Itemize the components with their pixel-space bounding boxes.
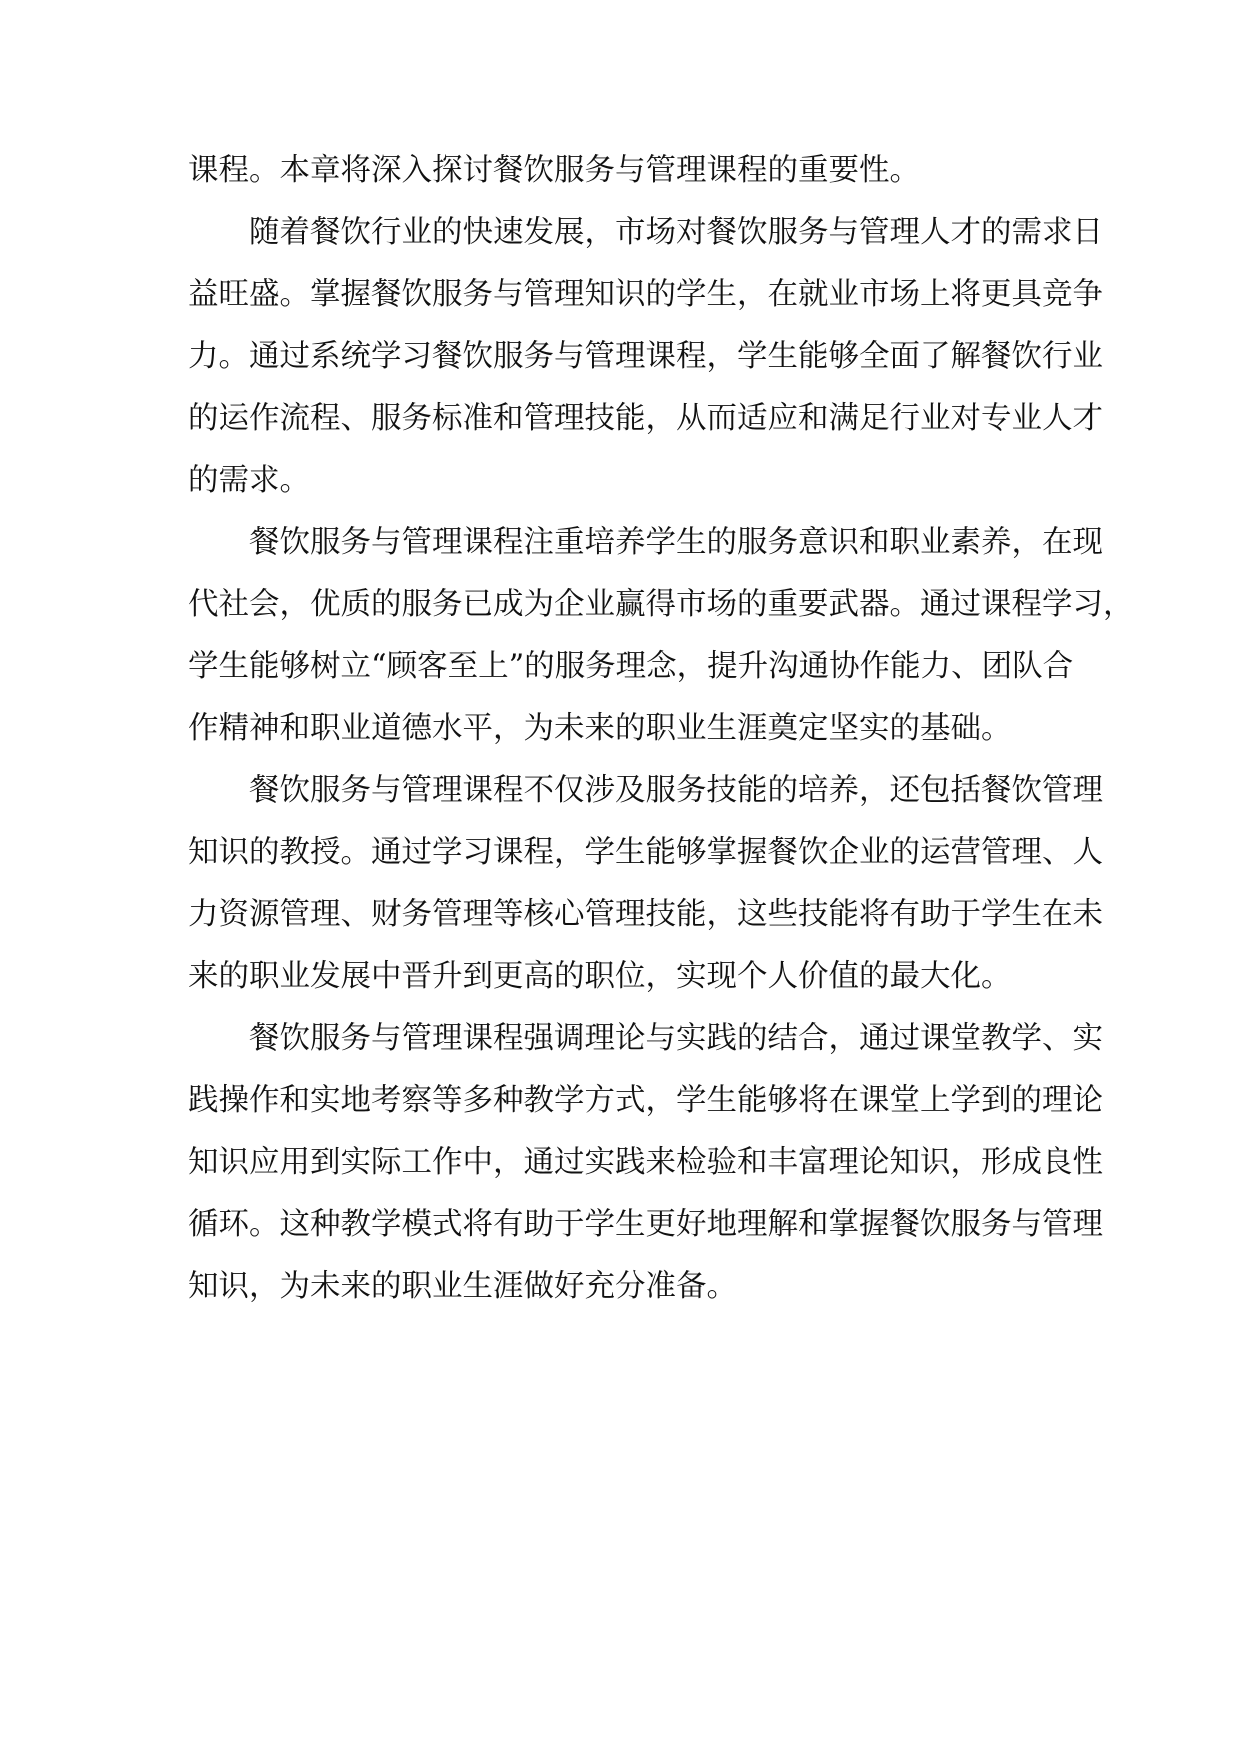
- text-line: 力资源管理、财务管理等核心管理技能，这些技能将有助于学生在未: [188, 897, 1103, 932]
- paragraph: [188, 140, 1060, 202]
- text-line: 课程。本章将深入探讨餐饮服务与管理课程的重要性。: [188, 153, 920, 188]
- text-line: 随着餐饮行业的快速发展，市场对餐饮服务与管理人才的需求日: [249, 215, 1103, 250]
- paragraph: [188, 760, 1103, 1008]
- paragraph: [188, 1008, 1103, 1318]
- text-line: 餐饮服务与管理课程不仅涉及服务技能的培养，还包括餐饮管理: [249, 773, 1103, 808]
- text-line: 作精神和职业道德水平，为未来的职业生涯奠定坚实的基础。: [188, 711, 1012, 746]
- text-line: 餐饮服务与管理课程注重培养学生的服务意识和职业素养，在现: [249, 525, 1103, 560]
- text-line: 知识的教授。通过学习课程，学生能够掌握餐饮企业的运营管理、人: [188, 835, 1103, 870]
- text-line: 践操作和实地考察等多种教学方式，学生能够将在课堂上学到的理论: [188, 1083, 1103, 1118]
- text-line: 的需求。: [188, 463, 310, 498]
- text-line: 来的职业发展中晋升到更高的职位，实现个人价值的最大化。: [188, 959, 1012, 994]
- text-line: 的运作流程、服务标准和管理技能，从而适应和满足行业对专业人才: [188, 401, 1103, 436]
- text-line: 知识，为未来的职业生涯做好充分准备。: [188, 1269, 737, 1304]
- text-line: 循环。这种教学模式将有助于学生更好地理解和掌握餐饮服务与管理: [188, 1207, 1103, 1242]
- text-line: 益旺盛。掌握餐饮服务与管理知识的学生，在就业市场上将更具竞争: [188, 277, 1103, 312]
- document-body: [188, 140, 1134, 1318]
- text-line: 餐饮服务与管理课程强调理论与实践的结合，通过课堂教学、实: [249, 1021, 1103, 1056]
- text-line: 代社会，优质的服务已成为企业赢得市场的重要武器。通过课程学习，: [188, 587, 1134, 622]
- paragraph: [188, 512, 1134, 760]
- text-line: 力。通过系统学习餐饮服务与管理课程，学生能够全面了解餐饮行业: [188, 339, 1103, 374]
- paragraph: [188, 202, 1103, 512]
- text-line: 学生能够树立“顾客至上”的服务理念，提升沟通协作能力、团队合: [188, 649, 1074, 684]
- text-line: 知识应用到实际工作中，通过实践来检验和丰富理论知识，形成良性: [188, 1145, 1103, 1180]
